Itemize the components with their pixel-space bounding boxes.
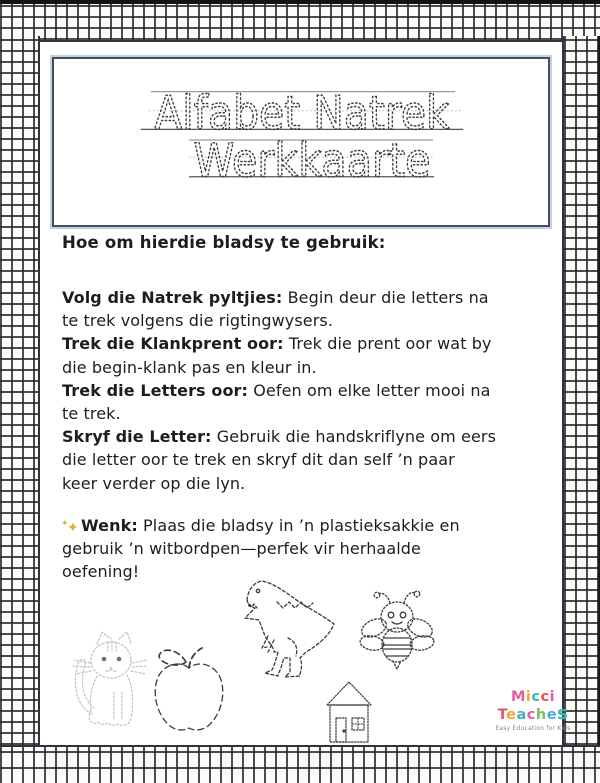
step-line: [62, 448, 554, 471]
step-text: die begin-klank pas en kleur in.: [62, 357, 317, 377]
step-line: [62, 332, 554, 355]
logo-wordmark-line1: Micci: [510, 689, 556, 705]
logo-wordmark-line2: Teaches: [497, 702, 569, 724]
step-line: [62, 472, 554, 495]
step-label: Trek die Klankprent oor:: [62, 334, 284, 354]
step-text: die letter oor te trek en skryf dit dan self ’n paar: [62, 450, 455, 470]
bee-trace-image: [358, 588, 438, 678]
checkered-border-right: [562, 36, 600, 745]
tip-text: gebruik ’n witbordpen—perfek vir herhaalde: [62, 539, 421, 559]
logo-tagline: Easy Education for Kids: [495, 725, 571, 733]
step-text: te trek volgens die rigtingwysers.: [62, 311, 334, 331]
checkered-border-top: [0, 0, 600, 42]
step-line: [62, 379, 554, 402]
step-label: Skryf die Letter:: [62, 427, 212, 447]
trace-title-svg: [54, 59, 548, 225]
step-line: [62, 286, 554, 309]
step-line: [62, 402, 554, 425]
step-text: Trek die prent oor wat by: [283, 334, 492, 354]
checkered-border-left: [0, 36, 40, 745]
step-line: [62, 425, 554, 448]
micci-teaches-logo: [494, 690, 572, 732]
tip-label: Wenk:: [81, 516, 138, 535]
tip-line: ✦ ✦ Wenk: Plaas die bladsy in ’n plastieksakkie en: [61, 516, 460, 536]
apple-trace-image: [150, 642, 230, 734]
step-label: Trek die Letters oor:: [62, 380, 249, 400]
step-line: [62, 356, 554, 379]
step-text: Gebruik die handskriflyne om eers: [211, 427, 497, 447]
trace-title-line1: Alfabet Natrek: [154, 85, 450, 140]
tip-line: [62, 537, 554, 560]
step-label: Volg die Natrek pyltjies:: [62, 288, 283, 307]
house-trace-image: [322, 678, 380, 748]
tip-text: oefening!: [62, 562, 140, 582]
step-text: te trek.: [62, 404, 121, 424]
tip-text: Plaas die bladsy in ’n plastieksakkie en: [137, 516, 460, 535]
checkered-border-bottom: [0, 745, 600, 783]
step-text: Begin deur die letters na: [282, 288, 489, 307]
instructions-heading: Hoe om hierdie bladsy te gebruik:: [62, 233, 386, 252]
step-text: keer verder op die lyn.: [62, 473, 246, 493]
title-card: [52, 57, 550, 227]
step-text: Oefen om elke letter mooi na: [248, 380, 491, 400]
step-line: [62, 309, 554, 332]
tip-block: [62, 514, 554, 584]
cat-trace-image: [68, 630, 148, 730]
instruction-steps: [62, 286, 554, 495]
trace-title-line2: Werkkaarte: [193, 133, 431, 188]
